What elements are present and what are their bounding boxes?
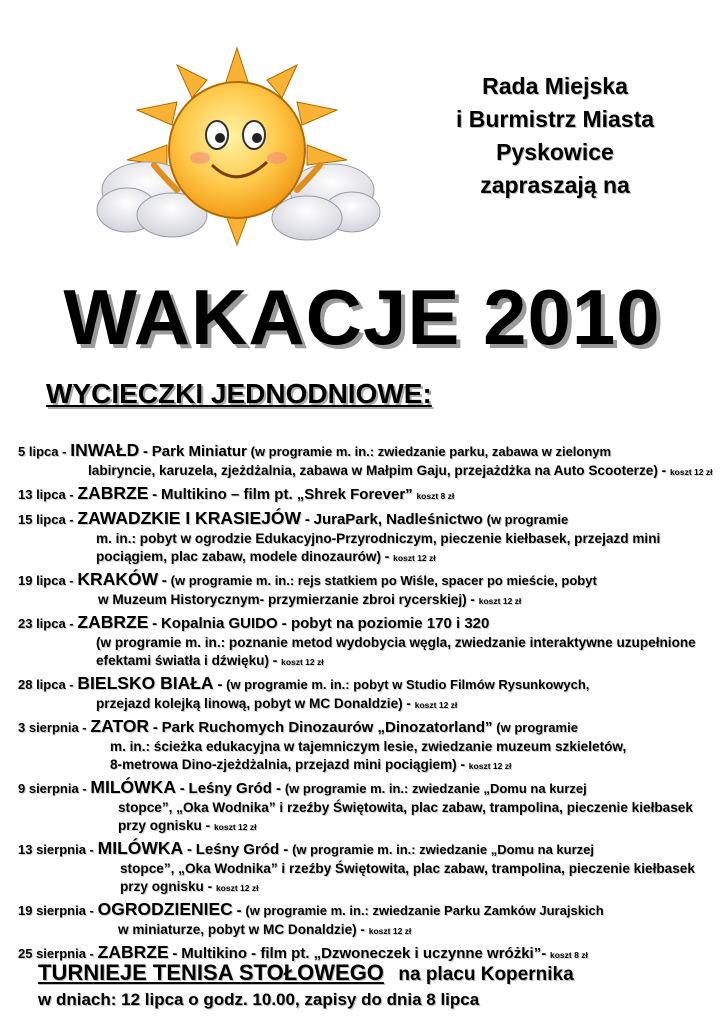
- trip-main: Multikino – film pt. „Shrek Forever”: [160, 486, 413, 503]
- tournament-place: na placu Kopernika: [398, 964, 574, 985]
- trip-details-continued: (w programie m. in.: poznanie metod wydobycia węgla, zwiedzanie interaktywne uzupełnione: [96, 635, 696, 650]
- trip-place: INWAŁD: [70, 440, 140, 460]
- trip-main: Multikino - film pt. „Dzwoneczek i uczynne wróżki”-: [181, 945, 547, 962]
- trip-date: 15 lipca -: [18, 512, 74, 527]
- trip-details-continued: w Muzeum Historycznym- przymierzanie zbroi rycerskiej) -: [98, 592, 475, 607]
- trip-details: (w programie m. in.: zwiedzanie „Domu na kurzej: [284, 781, 587, 796]
- trip-entry: [18, 673, 718, 714]
- organizer-header: [400, 70, 710, 202]
- trip-date: 9 sierpnia -: [18, 781, 87, 796]
- trip-place: ZAWADZKIE I KRASIEJÓW: [77, 508, 302, 528]
- trip-separator: -: [143, 443, 149, 460]
- trip-cost: koszt 12 zł: [669, 467, 713, 477]
- trip-cost: koszt 8 zł: [550, 950, 588, 960]
- trip-entry: [18, 569, 718, 610]
- header-line: Rada Miejska: [482, 73, 628, 99]
- trip-place: BIELSKO BIAŁA: [77, 673, 214, 693]
- trip-date: 23 lipca -: [18, 616, 74, 631]
- trip-date: 28 lipca -: [18, 677, 74, 692]
- trip-details: (w programie m. in.: rejs statkiem po Wiśle, spacer po mieście, pobyt: [170, 573, 597, 588]
- trip-place: OGRODZIENIEC: [97, 899, 233, 919]
- trip-entry: [18, 777, 718, 836]
- trip-details-continued: m. in.: pobyt w ogrodzie Edukacyjno-Przyrodniczym, pieczenie kiełbasek, przejazd mini: [96, 531, 661, 546]
- trip-main: Park Ruchomych Dinozaurów „Dinozatorland”: [161, 719, 493, 736]
- trip-cost: koszt 12 zł: [414, 700, 458, 710]
- trip-separator: -: [186, 841, 192, 858]
- trip-cost: koszt 12 zł: [213, 822, 257, 832]
- trip-separator: -: [152, 615, 158, 632]
- trip-cost: koszt 12 zł: [281, 657, 324, 667]
- trip-place: ZATOR: [90, 716, 150, 736]
- trip-details: (w programie m. in.: zwiedzanie parku, zabawa w zielonym: [250, 444, 612, 459]
- trip-cost: koszt 12 zł: [393, 553, 436, 563]
- trip-details-continued: 8-metrowa Dino-zjeżdżalnia, przejazd mini pociągiem) -: [110, 757, 466, 772]
- trip-place: MILÓWKA: [97, 838, 184, 858]
- trip-details-continued: w miniaturze, pobyt w MC Donaldzie) -: [118, 922, 365, 937]
- trip-separator: -: [179, 780, 185, 797]
- trip-details-continued: pociągiem, plac zabaw, modele dinozaurów) -: [96, 549, 390, 564]
- trip-date: 3 sierpnia -: [18, 720, 87, 735]
- trip-place: ZABRZE: [77, 612, 149, 632]
- trip-cost: koszt 12 zł: [468, 761, 512, 771]
- trip-date: 13 lipca -: [18, 487, 74, 502]
- trip-main: Leśny Gród -: [188, 780, 282, 797]
- trip-cost: koszt 12 zł: [215, 883, 259, 893]
- trip-details: (w programie m. in.: pobyt w Studio Filmów Rysunkowych,: [226, 677, 590, 692]
- header-line: i Burmistrz Miasta: [455, 106, 655, 132]
- trip-main: Park Miniatur: [151, 443, 247, 460]
- trip-date: 13 sierpnia -: [18, 842, 94, 857]
- trip-date: 25 sierpnia -: [18, 946, 94, 961]
- sun-illustration: [92, 40, 382, 255]
- trip-place: KRAKÓW: [77, 569, 159, 589]
- trip-place: ZABRZE: [77, 483, 149, 503]
- trip-details: (w programie m. in.: zwiedzanie Parku Zamków Jurajskich: [245, 903, 604, 918]
- trip-details-continued: przy ognisku -: [120, 879, 213, 894]
- trip-details-continued: stopce”, „Oka Wodnika” i rzeźby Świętowita, plac zabaw, trampolina, pieczenie kiełbasek: [118, 800, 693, 815]
- section-heading: WYCIECZKI JEDNODNIOWE:: [46, 378, 432, 409]
- trip-details: (w programie: [486, 512, 569, 527]
- trip-separator: -: [236, 902, 242, 919]
- trip-details: (w programie m. in.: zwiedzanie „Domu na kurzej: [292, 842, 595, 857]
- trip-entry: [18, 440, 718, 481]
- trip-entry: [18, 612, 718, 671]
- trip-entry: [18, 838, 718, 897]
- header-line: Pyskowice: [496, 139, 614, 165]
- trip-list: [18, 440, 718, 967]
- page-title: WAKACJE 2010: [63, 273, 661, 361]
- trip-entry: [18, 508, 718, 567]
- trip-place: ZABRZE: [97, 942, 169, 962]
- trip-date: 19 lipca -: [18, 573, 74, 588]
- trip-place: MILÓWKA: [90, 777, 176, 797]
- header-line: zapraszają na: [480, 172, 630, 198]
- trip-separator: -: [152, 719, 158, 736]
- trip-separator: -: [152, 486, 158, 503]
- trip-details-continued: labiryncie, karuzela, zjeżdżalnia, zabawa w Małpim Gaju, przejażdżka na Auto Scooterze) -: [88, 463, 667, 478]
- trip-main: JuraPark, Nadleśnictwo: [313, 511, 483, 528]
- tournament-dates: w dniach: 12 lipca o godz. 10.00, zapisy do dnia 8 lipca: [38, 990, 480, 1009]
- trip-cost: koszt 12 zł: [368, 926, 412, 936]
- trip-entry: [18, 899, 718, 940]
- trip-details: (w programie: [496, 720, 578, 735]
- trip-details-continued: przy ognisku -: [118, 818, 211, 833]
- trip-entry: [18, 483, 718, 506]
- trip-entry: [18, 716, 718, 775]
- trip-details-continued: efektami światła i dźwięku) -: [96, 653, 278, 668]
- sun-face: [169, 82, 305, 218]
- trip-separator: -: [161, 572, 167, 589]
- tournament-line: [38, 960, 574, 986]
- trip-details-continued: m. in.: ścieżka edukacyjna w tajemniczym lesie, zwiedzanie muzeum szkieletów,: [110, 739, 627, 754]
- trip-main: Kopalnia GUIDO - pobyt na poziomie 170 i 320: [160, 615, 490, 632]
- trip-separator: -: [172, 945, 178, 962]
- trip-details-continued: przejazd kolejką linową, pobyt w MC Donaldzie) -: [96, 696, 411, 711]
- trip-separator: -: [304, 511, 310, 528]
- tournament-title: TURNIEJE TENISA STOŁOWEGO: [38, 960, 384, 985]
- trip-main: Leśny Gród -: [195, 841, 289, 858]
- trip-cost: koszt 8 zł: [416, 491, 455, 501]
- trip-date: 5 lipca -: [18, 444, 67, 459]
- trip-cost: koszt 12 zł: [478, 596, 522, 606]
- trip-date: 19 sierpnia -: [18, 903, 94, 918]
- trip-details-continued: stopce”, „Oka Wodnika” i rzeźby Świętowita, plac zabaw, trampolina, pieczenie kiełbasek: [120, 861, 695, 876]
- trip-separator: -: [217, 676, 223, 693]
